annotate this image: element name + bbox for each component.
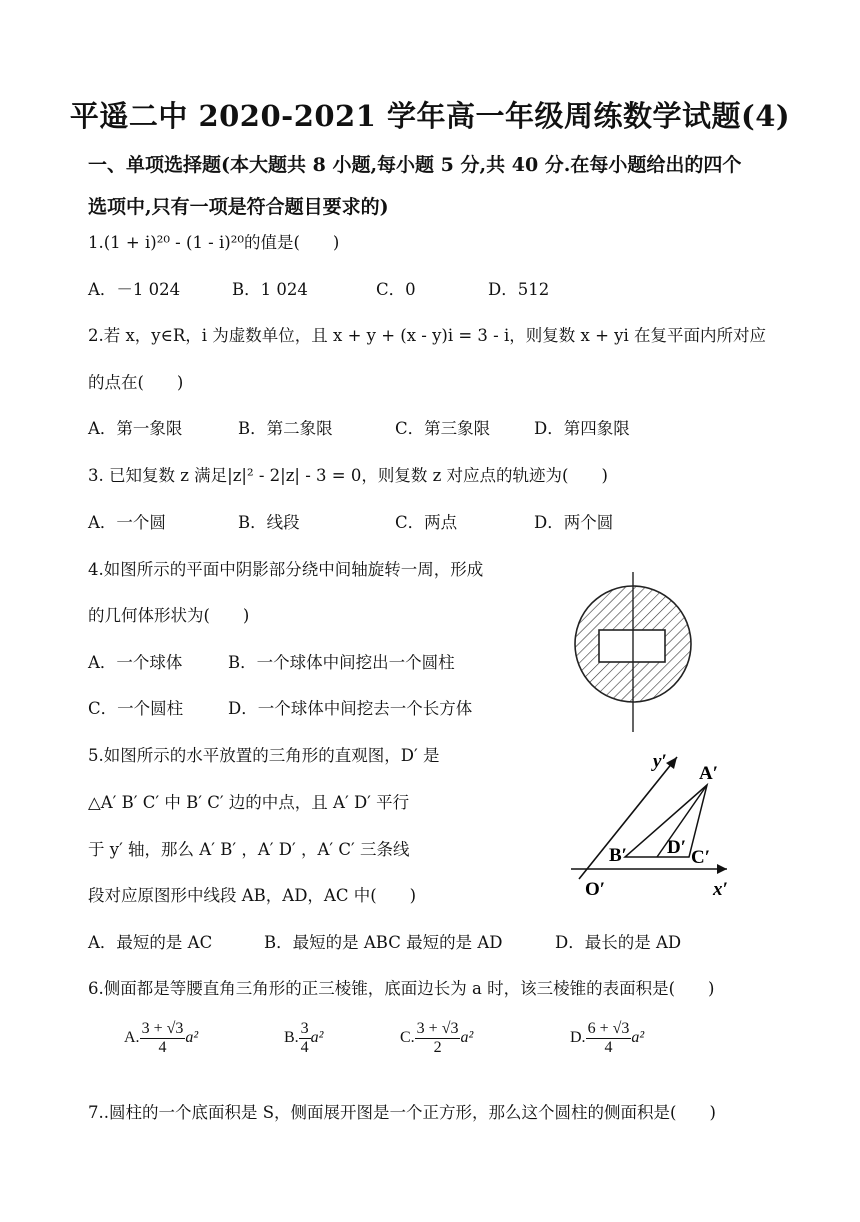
q7-stem: 7..圆柱的一个底面积是 S，侧面展开图是一个正方形，那么这个圆柱的侧面积是( ) bbox=[88, 1103, 716, 1122]
q5-stem-line1: 5.如图所示的水平放置的三角形的直观图，D′ 是 bbox=[88, 746, 440, 765]
q4-option-b: B．一个球体中间挖出一个圆柱 bbox=[228, 653, 455, 672]
q6-option-c: C. $\frac{3 + √3}{2}$ a² bbox=[400, 1020, 474, 1056]
q4-stem-line1: 4.如图所示的平面中阴影部分绕中间轴旋转一周，形成 bbox=[88, 560, 484, 579]
q2-option-b: B．第二象限 bbox=[238, 419, 333, 438]
q2-stem-line1: 2.若 x，y∈R，i 为虚数单位，且 x + y + (x - y)i = 3 - i，则复数 x + yi 在复平面内所对应 bbox=[88, 326, 766, 345]
q1-option-a: A．－1 024 bbox=[88, 280, 181, 299]
q1-option-d: D．512 bbox=[488, 280, 550, 299]
q5-figure bbox=[565, 745, 745, 905]
q1-option-c: C．0 bbox=[376, 280, 416, 299]
q4-option-c: C．一个圆柱 bbox=[88, 699, 184, 718]
q2-option-a: A．第一象限 bbox=[88, 419, 183, 438]
q6-option-a: A. $\frac{3 + √3}{4}$ a² bbox=[124, 1020, 199, 1056]
q5-stem-line2: △A′ B′ C′ 中 B′ C′ 边的中点，且 A′ D′ 平行 bbox=[88, 793, 410, 812]
section-heading-line1: 一、单项选择题(本大题共 8 小题,每小题 5 分,共 40 分.在每小题给出的四个 bbox=[88, 154, 742, 176]
q3-option-b: B．线段 bbox=[238, 513, 300, 532]
page-title: 平遥二中 2020-2021 学年高一年级周练数学试题(4) bbox=[69, 99, 791, 133]
q5-option-bc: B．最短的是 ABC 最短的是 AD bbox=[264, 933, 503, 952]
q4-figure bbox=[563, 570, 703, 740]
q3-option-d: D．两个圆 bbox=[534, 513, 614, 532]
q6-option-d: D. $\frac{6 + √3}{4}$ a² bbox=[570, 1020, 645, 1056]
y-prime-axis bbox=[579, 757, 677, 879]
q5-option-d: D．最长的是 AD bbox=[555, 933, 682, 952]
q5-stem-line4: 段对应原图形中线段 AB，AD，AC 中( ) bbox=[88, 886, 417, 905]
q2-option-c: C．第三象限 bbox=[395, 419, 491, 438]
section-heading-line2: 选项中,只有一项是符合题目要求的) bbox=[88, 196, 389, 218]
q2-option-d: D．第四象限 bbox=[534, 419, 630, 438]
q6-option-b: B. $\frac{3}{4}$ a² bbox=[284, 1020, 324, 1056]
q5-stem-line3: 于 y′ 轴，那么 A′ B′ ，A′ D′ ，A′ C′ 三条线 bbox=[88, 840, 410, 859]
label-x: x′ bbox=[713, 879, 728, 900]
q4-option-a: A．一个球体 bbox=[88, 653, 183, 672]
label-a: A′ bbox=[699, 763, 719, 784]
q3-option-a: A．一个圆 bbox=[88, 513, 166, 532]
q3-stem: 3. 已知复数 z 满足|z|² - 2|z| - 3 = 0，则复数 z 对应点的轨迹为( ) bbox=[88, 466, 608, 485]
q1-option-b: B．1 024 bbox=[232, 280, 308, 299]
q1-stem: 1.(1 + i)²⁰ - (1 - i)²⁰的值是( ) bbox=[88, 233, 340, 252]
label-d: D′ bbox=[667, 837, 687, 858]
q6-stem: 6.侧面都是等腰直角三角形的正三棱锥，底面边长为 a 时，该三棱锥的表面积是( ) bbox=[88, 979, 715, 998]
label-b: B′ bbox=[609, 845, 628, 866]
q2-stem-line2: 的点在( ) bbox=[88, 373, 184, 392]
label-c: C′ bbox=[691, 847, 711, 868]
q4-stem-line2: 的几何体形状为( ) bbox=[88, 606, 250, 625]
q4-option-d: D．一个球体中间挖去一个长方体 bbox=[228, 699, 473, 718]
label-y: y′ bbox=[653, 751, 667, 772]
q5-option-a: A．最短的是 AC bbox=[88, 933, 213, 952]
label-o: O′ bbox=[585, 879, 606, 900]
q3-option-c: C．两点 bbox=[395, 513, 458, 532]
rectangle-hole bbox=[599, 630, 665, 662]
